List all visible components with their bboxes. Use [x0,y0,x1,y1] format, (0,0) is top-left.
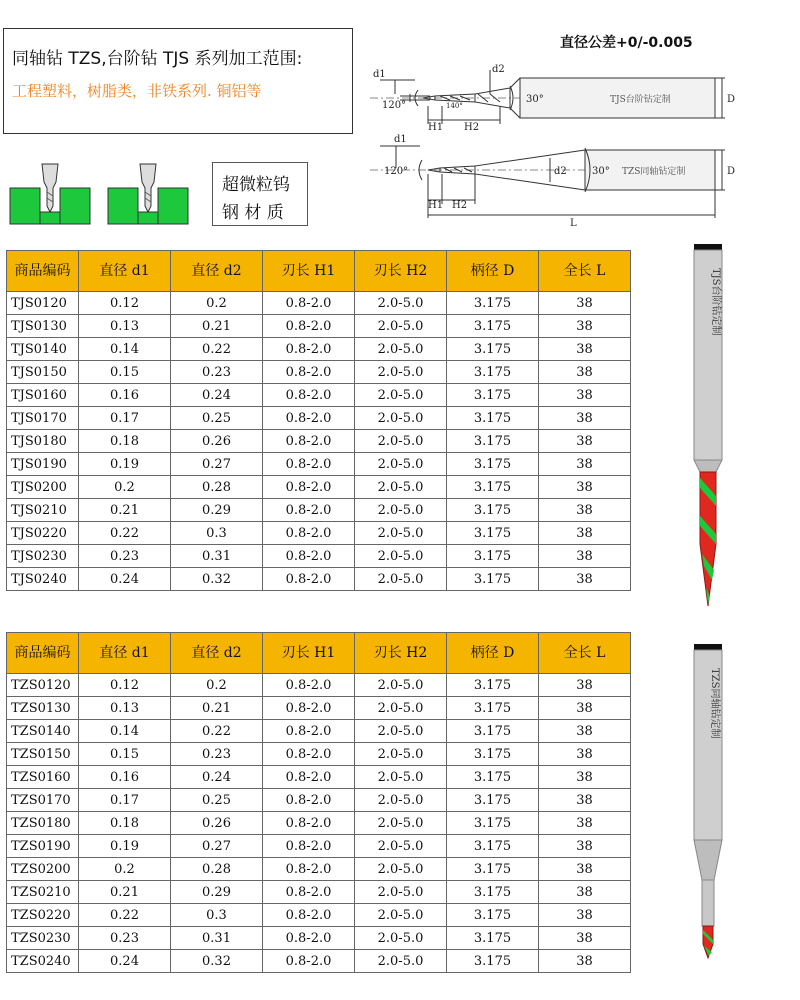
tzs-shank-text: TZS同轴钻定制 [622,167,686,177]
product-code-cell: TZS0170 [7,789,79,812]
table-row [7,407,631,430]
intro-title: 同轴钻 TZS,台阶钻 TJS 系列加工范围: [12,49,303,69]
spec-cell: 0.8-2.0 [263,545,355,568]
spec-cell: 0.17 [79,407,171,430]
spec-cell: 0.8-2.0 [263,881,355,904]
spec-cell: 0.8-2.0 [263,858,355,881]
spec-cell: 3.175 [447,338,539,361]
spec-cell: 0.8-2.0 [263,927,355,950]
spec-cell: 0.2 [79,858,171,881]
spec-cell: 3.175 [447,315,539,338]
spec-cell: 2.0-5.0 [355,361,447,384]
table-row [7,858,631,881]
table-row [7,476,631,499]
spec-cell: 0.31 [171,927,263,950]
column-header: 直径 d1 [79,633,171,674]
spec-cell: 2.0-5.0 [355,384,447,407]
table-row [7,927,631,950]
spec-cell: 2.0-5.0 [355,697,447,720]
tjs-spec-table [6,250,631,591]
spec-cell: 38 [539,789,631,812]
tjs-neck-angle-label: 30° [526,94,544,105]
spec-cell: 0.32 [171,950,263,973]
technical-drawing [360,50,740,230]
spec-cell: 3.175 [447,476,539,499]
spec-cell: 3.175 [447,858,539,881]
spec-cell: 38 [539,904,631,927]
spec-cell: 38 [539,881,631,904]
tzs-h1-label: H1 [428,200,444,211]
spec-cell: 38 [539,674,631,697]
spec-cell: 2.0-5.0 [355,292,447,315]
spec-cell: 3.175 [447,522,539,545]
spec-cell: 38 [539,292,631,315]
spec-cell: 0.29 [171,881,263,904]
spec-cell: 0.23 [171,361,263,384]
spec-cell: 3.175 [447,904,539,927]
product-code-cell: TJS0190 [7,453,79,476]
spec-cell: 0.23 [79,927,171,950]
spec-cell: 2.0-5.0 [355,743,447,766]
tjs-shank-text: TJS台阶钻定制 [610,95,671,105]
table-row [7,835,631,858]
spec-cell: 0.27 [171,835,263,858]
column-header: 直径 d2 [171,251,263,292]
tzs-spec-table [6,632,631,973]
spec-cell: 38 [539,950,631,973]
material-line-2: 钢 材 质 [222,203,284,223]
table-row [7,904,631,927]
spec-cell: 0.19 [79,453,171,476]
spec-cell: 38 [539,407,631,430]
spec-cell: 3.175 [447,743,539,766]
column-header: 全长 L [539,251,631,292]
spec-cell: 2.0-5.0 [355,904,447,927]
tzs-d1-label: d1 [394,134,407,145]
spec-cell: 3.175 [447,545,539,568]
spec-cell: 38 [539,766,631,789]
table-row [7,453,631,476]
spec-cell: 2.0-5.0 [355,720,447,743]
spec-cell: 2.0-5.0 [355,950,447,973]
tjs-d1-label: d1 [373,69,386,80]
spec-cell: 3.175 [447,835,539,858]
spec-cell: 0.26 [171,430,263,453]
tzs-drill-label: TZS同轴钻定制 [709,668,720,739]
spec-cell: 3.175 [447,361,539,384]
spec-cell: 0.8-2.0 [263,499,355,522]
column-header: 柄径 D [447,251,539,292]
cross-section-illustration [8,160,203,230]
column-header: 全长 L [539,633,631,674]
tzs-h2-label: H2 [452,200,468,211]
spec-cell: 0.22 [171,338,263,361]
spec-cell: 0.18 [79,812,171,835]
table-row [7,950,631,973]
spec-cell: 3.175 [447,568,539,591]
tjs-step-angle-label: 140° [446,102,463,110]
spec-cell: 2.0-5.0 [355,858,447,881]
spec-cell: 0.2 [171,292,263,315]
product-code-cell: TZS0150 [7,743,79,766]
spec-cell: 38 [539,927,631,950]
spec-cell: 0.3 [171,904,263,927]
tjs-h2-label: H2 [464,122,480,133]
table-row [7,292,631,315]
spec-cell: 38 [539,720,631,743]
table-row [7,338,631,361]
table-row [7,720,631,743]
spec-cell: 3.175 [447,812,539,835]
product-code-cell: TJS0240 [7,568,79,591]
tzs-tip-angle-label: 120° [384,166,409,177]
spec-cell: 0.24 [171,384,263,407]
column-header: 直径 d1 [79,251,171,292]
spec-cell: 2.0-5.0 [355,522,447,545]
spec-cell: 2.0-5.0 [355,476,447,499]
diameter-tolerance: 直径公差+0/-0.005 [560,35,693,51]
product-code-cell: TJS0160 [7,384,79,407]
spec-cell: 38 [539,545,631,568]
table-row [7,674,631,697]
spec-cell: 0.8-2.0 [263,720,355,743]
spec-cell: 38 [539,315,631,338]
spec-cell: 0.28 [171,476,263,499]
spec-cell: 0.8-2.0 [263,476,355,499]
spec-cell: 38 [539,499,631,522]
spec-cell: 38 [539,812,631,835]
spec-cell: 0.13 [79,315,171,338]
product-code-cell: TZS0240 [7,950,79,973]
spec-cell: 0.17 [79,789,171,812]
spec-cell: 0.8-2.0 [263,338,355,361]
product-code-cell: TJS0150 [7,361,79,384]
spec-cell: 0.8-2.0 [263,315,355,338]
column-header: 刃长 H2 [355,251,447,292]
table-header-row [7,633,631,674]
product-code-cell: TJS0210 [7,499,79,522]
spec-cell: 0.12 [79,292,171,315]
spec-cell: 2.0-5.0 [355,315,447,338]
spec-cell: 0.21 [171,697,263,720]
spec-cell: 38 [539,522,631,545]
material-line-1: 超微粒钨 [222,175,290,195]
spec-cell: 3.175 [447,674,539,697]
spec-cell: 0.15 [79,743,171,766]
product-code-cell: TZS0220 [7,904,79,927]
product-code-cell: TZS0200 [7,858,79,881]
spec-cell: 38 [539,430,631,453]
column-header: 刃长 H1 [263,251,355,292]
column-header: 直径 d2 [171,633,263,674]
product-code-cell: TZS0190 [7,835,79,858]
column-header: 商品编码 [7,633,79,674]
spec-cell: 0.22 [171,720,263,743]
spec-cell: 38 [539,858,631,881]
spec-cell: 38 [539,453,631,476]
table-row [7,743,631,766]
tjs-table-body [7,292,631,591]
spec-cell: 2.0-5.0 [355,499,447,522]
spec-cell: 0.29 [171,499,263,522]
tjs-D-label: D [727,94,736,105]
spec-cell: 2.0-5.0 [355,789,447,812]
spec-cell: 0.12 [79,674,171,697]
spec-cell: 2.0-5.0 [355,407,447,430]
tjs-h1-label: H1 [428,122,444,133]
spec-cell: 0.8-2.0 [263,766,355,789]
tzs-D-label: D [727,166,736,177]
spec-cell: 2.0-5.0 [355,812,447,835]
product-code-cell: TJS0220 [7,522,79,545]
table-row [7,522,631,545]
spec-cell: 2.0-5.0 [355,568,447,591]
product-code-cell: TJS0180 [7,430,79,453]
table-row [7,697,631,720]
product-code-cell: TJS0200 [7,476,79,499]
tzs-neck-angle-label: 30° [592,166,610,177]
table-row [7,881,631,904]
spec-cell: 0.8-2.0 [263,789,355,812]
spec-cell: 0.25 [171,789,263,812]
spec-cell: 38 [539,476,631,499]
spec-cell: 0.28 [171,858,263,881]
tjs-drill-illustration [688,244,728,610]
spec-cell: 3.175 [447,499,539,522]
spec-cell: 0.21 [79,881,171,904]
spec-cell: 3.175 [447,720,539,743]
table-row [7,384,631,407]
spec-cell: 3.175 [447,766,539,789]
table-row [7,812,631,835]
column-header: 柄径 D [447,633,539,674]
tjs-d2-label: d2 [492,64,505,75]
spec-cell: 38 [539,361,631,384]
spec-cell: 0.25 [171,407,263,430]
spec-cell: 3.175 [447,384,539,407]
spec-cell: 0.32 [171,568,263,591]
product-code-cell: TJS0120 [7,292,79,315]
tzs-d2-label: d2 [554,166,567,177]
table-row [7,430,631,453]
spec-cell: 0.8-2.0 [263,743,355,766]
product-code-cell: TJS0130 [7,315,79,338]
spec-cell: 3.175 [447,697,539,720]
tzs-L-label: L [570,218,577,229]
spec-cell: 2.0-5.0 [355,674,447,697]
spec-cell: 2.0-5.0 [355,453,447,476]
spec-cell: 3.175 [447,950,539,973]
spec-cell: 0.24 [79,568,171,591]
spec-cell: 0.26 [171,812,263,835]
spec-cell: 0.2 [79,476,171,499]
spec-cell: 2.0-5.0 [355,927,447,950]
spec-cell: 0.8-2.0 [263,453,355,476]
column-header: 刃长 H2 [355,633,447,674]
table-row [7,789,631,812]
intro-materials: 工程塑料，树脂类，非铁系列. 铜铝等 [12,82,262,100]
product-code-cell: TJS0140 [7,338,79,361]
spec-cell: 3.175 [447,292,539,315]
spec-cell: 38 [539,338,631,361]
product-code-cell: TZS0120 [7,674,79,697]
spec-cell: 0.21 [79,499,171,522]
spec-cell: 0.2 [171,674,263,697]
spec-cell: 0.8-2.0 [263,522,355,545]
spec-cell: 3.175 [447,881,539,904]
spec-cell: 2.0-5.0 [355,835,447,858]
spec-cell: 0.8-2.0 [263,384,355,407]
spec-cell: 38 [539,743,631,766]
product-code-cell: TZS0180 [7,812,79,835]
spec-cell: 0.24 [171,766,263,789]
spec-cell: 0.16 [79,384,171,407]
tzs-drill-illustration [688,644,728,960]
spec-cell: 0.22 [79,522,171,545]
spec-cell: 3.175 [447,407,539,430]
product-code-cell: TZS0230 [7,927,79,950]
spec-cell: 0.24 [79,950,171,973]
spec-cell: 0.22 [79,904,171,927]
product-code-cell: TZS0160 [7,766,79,789]
spec-cell: 0.8-2.0 [263,697,355,720]
product-code-cell: TJS0230 [7,545,79,568]
table-row [7,361,631,384]
product-code-cell: TZS0130 [7,697,79,720]
spec-cell: 0.8-2.0 [263,361,355,384]
column-header: 商品编码 [7,251,79,292]
spec-cell: 38 [539,568,631,591]
spec-cell: 2.0-5.0 [355,545,447,568]
spec-cell: 0.14 [79,720,171,743]
table-row [7,315,631,338]
table-row [7,499,631,522]
product-code-cell: TZS0210 [7,881,79,904]
table-row [7,545,631,568]
column-header: 刃长 H1 [263,633,355,674]
spec-cell: 2.0-5.0 [355,881,447,904]
spec-cell: 0.23 [171,743,263,766]
spec-cell: 0.21 [171,315,263,338]
spec-cell: 3.175 [447,789,539,812]
spec-cell: 0.16 [79,766,171,789]
spec-cell: 38 [539,384,631,407]
spec-cell: 38 [539,835,631,858]
spec-cell: 0.8-2.0 [263,904,355,927]
spec-cell: 0.8-2.0 [263,812,355,835]
spec-cell: 2.0-5.0 [355,338,447,361]
table-row [7,766,631,789]
tjs-tip-angle-label: 120° [382,100,407,111]
tzs-table-body [7,674,631,973]
spec-cell: 38 [539,697,631,720]
spec-cell: 0.8-2.0 [263,407,355,430]
spec-cell: 0.27 [171,453,263,476]
spec-cell: 0.3 [171,522,263,545]
spec-cell: 0.31 [171,545,263,568]
spec-cell: 0.19 [79,835,171,858]
spec-cell: 3.175 [447,430,539,453]
product-code-cell: TJS0170 [7,407,79,430]
spec-cell: 0.15 [79,361,171,384]
spec-cell: 0.8-2.0 [263,568,355,591]
spec-cell: 0.8-2.0 [263,674,355,697]
spec-cell: 0.8-2.0 [263,835,355,858]
spec-cell: 0.14 [79,338,171,361]
table-header-row [7,251,631,292]
spec-cell: 0.8-2.0 [263,950,355,973]
product-code-cell: TZS0140 [7,720,79,743]
spec-cell: 3.175 [447,453,539,476]
spec-cell: 2.0-5.0 [355,766,447,789]
spec-cell: 2.0-5.0 [355,430,447,453]
spec-cell: 0.13 [79,697,171,720]
spec-cell: 0.23 [79,545,171,568]
spec-cell: 0.8-2.0 [263,430,355,453]
table-row [7,568,631,591]
tjs-drill-label: TJS台阶钻定制 [710,268,721,336]
spec-cell: 0.8-2.0 [263,292,355,315]
spec-cell: 0.18 [79,430,171,453]
spec-cell: 3.175 [447,927,539,950]
